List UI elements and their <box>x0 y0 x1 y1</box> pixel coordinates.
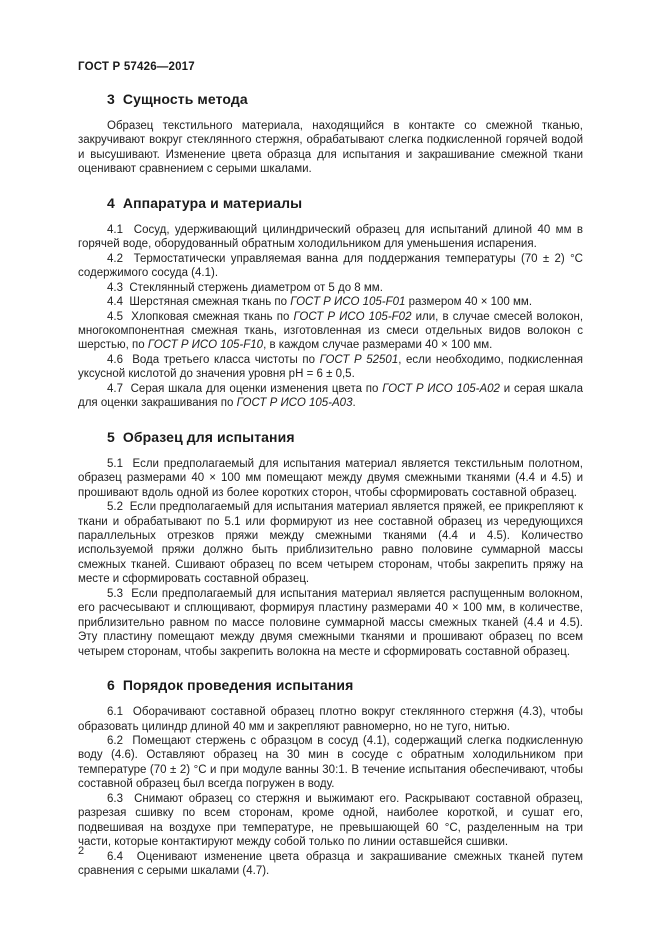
paragraph-5-2 <box>78 500 583 587</box>
text-run: или, в случае смесей волокон, многокомпонентная смежная ткань, изготовленная из смеси отдельных видов волокон с шерстью, по <box>78 310 584 352</box>
text-run: 5.2 Если предполагаемый для испытания материал является пряжей, ее прикрепляют к ткани и обрабатывают по 5.1 или формируют из нее составной образец из чередующихся параллельных отрезков пряжи между смежными тканями (4.4 и 4.5). Количество используемой пряжи должно быть приблизительно равно половине суммарной массы смежных тканей. Сшивают образец по всем четырем сторонам, чтобы закрепить пряжу на месте и сформировать составной образец. <box>78 501 583 586</box>
paragraph-6-1 <box>78 705 583 734</box>
text-run: 6.2 Помещают стержень с образцом в сосуд (4.1), содержащий слегка подкисленную воду (4.6). Оставляют образец на 30 мин в сосуде с обратным холодильником при температуре (70 ± 2) °С и при модуле ванны 30:1. В течение испытания обеспечивают, чтобы составной образец был всегда погружен в воду. <box>78 734 583 791</box>
text-run: 6.1 Оборачивают составной образец плотно вокруг стеклянного стержня (4.3), чтобы образовать цилиндр длиной 40 мм и закрепляют равномерно, но не туго, нитью. <box>78 706 583 733</box>
paragraph-4-3 <box>78 281 583 295</box>
text-run: 6.4 Оценивают изменение цвета образца и закрашивание смежных тканей путем сравнения с серыми шкалами (4.7). <box>78 850 583 878</box>
paragraph-3-intro <box>78 119 583 177</box>
gost-reference: ГОСТ Р ИСО 105-А03 <box>236 397 353 410</box>
paragraph-4-6 <box>78 353 583 382</box>
text-run: 4.7 Серая шкала для оценки изменения цвета по <box>107 382 383 395</box>
gost-reference: ГОСТ Р 52501 <box>319 353 399 366</box>
text-run: 4.1 Сосуд, удерживающий цилиндрический образец для испытаний длиной 40 мм в горячей воде, оборудованный обратным холодильником для уменьшения испарения. <box>78 223 583 251</box>
gost-reference: ГОСТ Р ИСО 105-F01 <box>290 296 406 309</box>
section-title-3: 3 Сущность метода <box>107 91 248 107</box>
text-run: . <box>352 397 356 410</box>
paragraph-5-1 <box>78 457 583 500</box>
paragraph-6-3 <box>78 792 583 850</box>
text-run: 4.2 Термостатически управляемая ванна для поддержания температуры (70 ± 2) °С содержимого сосуда (4.1). <box>78 252 583 280</box>
gost-reference: ГОСТ Р ИСО 105-F02 <box>293 310 412 323</box>
paragraph-4-2 <box>78 252 583 281</box>
paragraph-6-2 <box>78 734 583 792</box>
section-title-6: 6 Порядок проведения испытания <box>107 677 354 694</box>
section-title-4: 4 Аппаратура и материалы <box>107 194 303 211</box>
text-run: 6.3 Снимают образец со стержня и выжимают его. Раскрывают составной образец, разрезая сшивку по всем сторонам, кроме одной, наиболее короткой, и сушат его, подвешивая на воздухе при температуре, не превышающей 60 °С, разделенным на три части, которые контактируют между собой только по линии оставшейся сшивки. <box>78 792 583 849</box>
text-run: 5.3 Если предполагаемый для испытания материал является распущенным волокном, его расчесывают и сплющивают, формируя пластину размерами 40 × 100 мм, в количестве, приблизительно равном по массе половине суммарной массы смежных тканей (4.4 и 4.5). Эту пластину помещают между двумя смежными тканями и прошивают образец по всем четырем сторонам, чтобы закрепить волокна на месте и сформировать составной образец. <box>78 587 583 658</box>
paragraph-4-1 <box>78 223 583 252</box>
paragraph-5-3 <box>78 587 583 659</box>
text-run: , если необходимо, подкисленная уксусной кислотой до значения уровня pH = 6 ± 0,5. <box>78 353 583 381</box>
text-run: 4.4 Шерстяная смежная ткань по <box>107 296 291 309</box>
text-run: Образец текстильного материала, находящийся в контакте со смежной тканью, закручивают вокруг стеклянного стержня, обрабатывают слегка подкисленной горячей водой и высушивают. Изменение цвета образца для испытания и закрашивание смежной ткани оценивают сравнением с серыми шкалами. <box>78 120 583 176</box>
page-number: 2 <box>78 845 85 857</box>
text-run: 4.6 Вода третьего класса чистоты по <box>107 353 320 366</box>
paragraph-4-5 <box>78 310 583 353</box>
text-run: 5.1 Если предполагаемый для испытания материал является текстильным полотном, образец размерами 40 × 100 мм помещают между двумя смежными тканями (4.4 и 4.5) и прошивают вдоль одной из более коротких сторон, чтобы сформировать составной образец. <box>78 457 583 499</box>
text-run: 4.3 Стеклянный стержень диаметром от 5 до 8 мм. <box>107 281 383 294</box>
gost-reference: ГОСТ Р ИСО 105-F10 <box>147 339 264 352</box>
document-code: ГОСТ Р 57426—2017 <box>78 61 195 73</box>
text-run: и серая шкала для оценки закрашивания по <box>78 382 583 410</box>
paragraph-4-4 <box>78 295 583 309</box>
text-run: , в каждом случае размерами 40 × 100 мм. <box>263 339 493 352</box>
gost-reference: ГОСТ Р ИСО 105-А02 <box>382 382 500 395</box>
text-run: 4.5 Хлопковая смежная ткань по <box>107 310 294 323</box>
paragraph-6-4 <box>78 850 583 879</box>
section-title-5: 5 Образец для испытания <box>107 428 295 445</box>
text-run: размером 40 × 100 мм. <box>405 296 533 309</box>
paragraph-4-7 <box>78 382 583 411</box>
